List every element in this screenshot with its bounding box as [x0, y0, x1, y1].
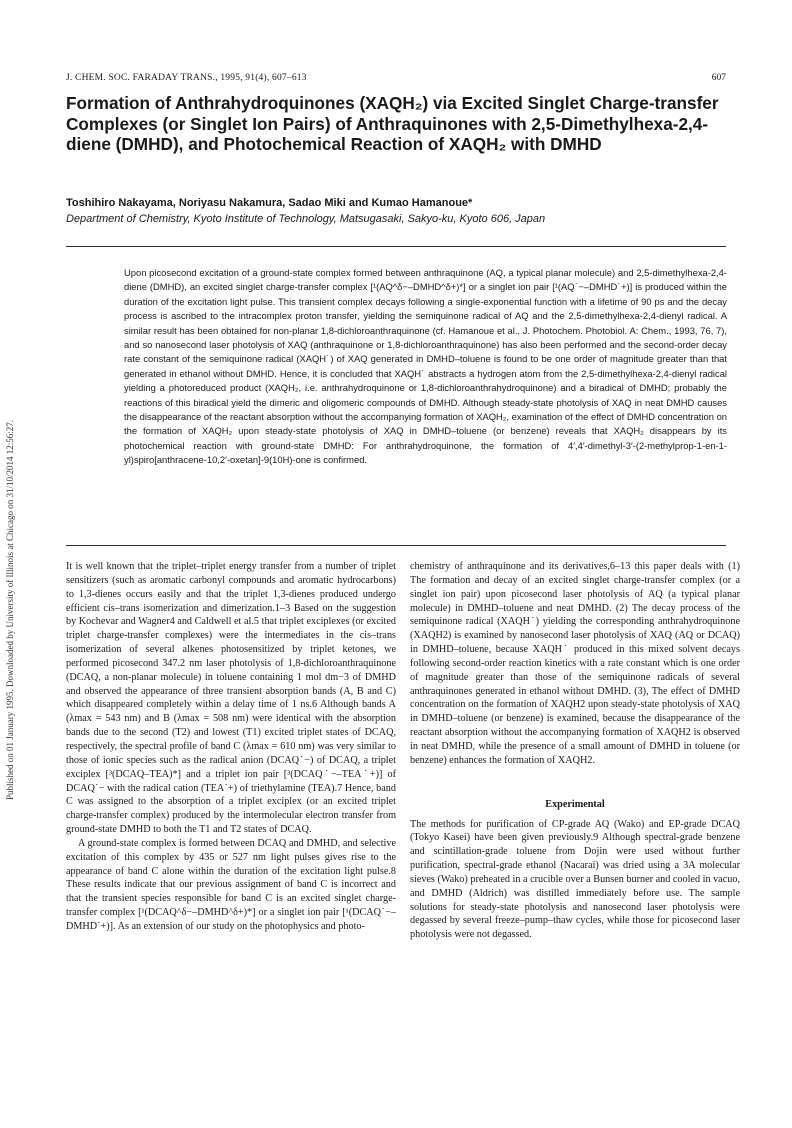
- right-column: [410, 560, 740, 942]
- left-column: [66, 560, 396, 934]
- article-title: Formation of Anthrahydroquinones (XAQH₂) via Excited Singlet Charge-transfer Complexes (or Singlet Ion Pairs) of Anthraquinones with 2,5-Dimethylhexa-2,4-diene (DMHD), and Photochemical Reaction of XAQH₂ with DMHD: [66, 93, 719, 154]
- top-divider: [66, 246, 726, 247]
- intro-paragraph-3: chemistry of anthraquinone and its derivatives,6–13 this paper deals with (1) The formation and decay of an excited singlet charge-transfer complex (or a singlet ion pair) upon picosecond laser photolysis of AQ (a typical planar molecule) in DMHD–toluene and neat DMHD. (2) The decay process of the semiquinone radical (XAQH˙) yielding the corresponding anthrahydroquinone (XAQH2) is examined by nanosecond laser photolysis of XAQ (AQ or DCAQ) in DMHD–toluene, because XAQH˙ produced in this mixed solvent decays following second-order reaction kinetics with a rate constant which is one order of magnitude greater than those of the semiquinone radicals of several anthraquinones generated in ethanol without DMHD. (3), The effect of DMHD concentration on the formation of XAQH2 upon steady-state photolysis of XAQ in DMHD–toluene (or benzene) is examined, because the disappearance of the reactant absorption without the accompanying formation of XAQH2 is observed in neat DMHD, while the presence of a small amount of DMHD in toluene (or benzene) enhances the formation of XAQH2.: [410, 561, 740, 766]
- intro-paragraph-2: A ground-state complex is formed between DCAQ and DMHD, and selective excitation of this complex by 435 or 527 nm light pulses gives rise to the appearance of band C alone within the duration of the excitation light pulse.8 These results indicate that our previous assignment of band C is incorrect and that the transient species responsible for band C is an excited singlet charge-transfer complex [¹(DCAQ^δ−–DMHD^δ+)*] or a singlet ion pair [¹(DCAQ˙−–DMHD˙+)]. As an extension of our study on the photophysics and photo-: [66, 837, 396, 932]
- page-number: 607: [711, 73, 726, 83]
- abstract-divider: [66, 545, 726, 546]
- section-heading-experimental: Experimental: [545, 798, 605, 810]
- abstract: Upon picosecond excitation of a ground-state complex formed between anthraquinone (AQ, a typical planar molecule) and 2,5-dimethylhexa-2,4-diene (DMHD), an excited singlet charge-transfer complex [¹(AQ^δ−–DMHD^δ+)*] or a singlet ion pair [¹(AQ˙−–DMHD˙+)] is produced within the duration of the excitation light pulse. This transient complex decays following a single-exponential function with a lifetime of 90 ps and the decay process is ascribed to the intracomplex proton transfer, yielding the semiquinone radical of AQ and the 2,5-dimethylhexa-2,4-dienyl radical. A similar result has been obtained for non-planar 1,8-dichloroanthraquinone (cf. Hamanoue et al., J. Photochem. Photobiol. A: Chem., 1993, 76, 7), and so nanosecond laser photolysis of XAQ (anthraquinone or 1,8-dichloroanthraquinone) has also been performed and the second-order decay rate constant of the semiquinone radical (XAQH˙) of XAQ generated in DMHD–toluene is found to be one order of magnitude greater than that generated in ethanol without DMHD. Hence, it is concluded that XAQH˙ abstracts a hydrogen atom from the 2,5-dimethylhexa-2,4-dienyl radical yielding a photoreduced product (XAQH₂, i.e. anthrahydroquinone or 1,8-dichloroanthrahydroquinone) and a biradical of DMHD; probably the reactions of this biradical yield the dimeric and oligomeric compounds of DMHD. Although steady-state photolysis of XAQ in neat DMHD causes the disappearance of the reactant absorption without the accompanying formation of XAQH₂, examination of the effect of DMHD concentration on the formation of XAQH₂ upon steady-state photolysis of XAQ in DMHD–toluene (or benzene) reveals that XAQH₂ disappears by its photochemical reaction with ground-state DMHD: For anthrahydroquinone, the formation of 4′,4′-dimethyl-3′-(2-methylprop-1-en-1- yl)spiro[anthracene-10,2′-oxetan]-9(10H)-one is confirmed.: [124, 267, 727, 466]
- download-watermark-text: Published on 01 January 1995. Downloaded by University of Illinois at Chicago on 31/10/2014 12:56:27.: [5, 420, 15, 800]
- affiliation: Department of Chemistry, Kyoto Institute of Technology, Matsugasaki, Sakyo-ku, Kyoto 606, Japan: [66, 213, 546, 225]
- experimental-paragraph: The methods for purification of CP-grade AQ (Wako) and EP-grade DCAQ (Tokyo Kasei) have been given previously.9 Although spectral-grade benzene and scintillation-grade toluene from Dojin were used without further purification, spectral-grade ethanol (Nacarai) was dried using a 3A molecular sieves (Wako) preheated in a crucible over a Bunsen burner and cooled in vacuo, and DMHD (Aldrich) was distilled immediately before use. The sample solutions for steady-state photolysis and nanosecond laser photolysis were degassed by several freeze–pump–thaw cycles, while those for picosecond laser photolysis were not degassed.: [410, 818, 740, 941]
- intro-paragraph-1: It is well known that the triplet–triplet energy transfer from a number of triplet sensitizers (such as aromatic carbonyl compounds and aromatic hydrocarbons) to 1,3-dienes occurs easily and that the triplet 1,3-dienes produced undergo efficient cis–trans isomerization and dimerization.1–3 Based on the suggestion by Kochevar and Wagner4 and Caldwell et al.5 that triplet exciplexes (or excited triplet charge-transfer complexes) were the intermediates in the cis–trans isomerization of several alkenes photosensitized by triplet ketones, we performed picosecond 347.2 nm laser photolysis of 1,8-dichloroanthraquinone (DCAQ, a non-planar molecule) in toluene containing 1 mol dm−3 of DMHD and observed the appearance of three transient absorption bands (A, B and C) which disappeared completely within a delay time of 1 ns.6 Although bands A (λmax = 543 nm) and B (λmax = 508 nm) were identical with the absorption bands due to the second (T2) and lowest (T1) excited triplet states of DCAQ, respectively, the spectral profile of band C (λmax = 610 nm) was very similar to those of ionic species such as the radical anion (DCAQ˙−) of DCAQ, a triplet exciplex [³(DCAQ–TEA)*] and a triplet ion pair [³(DCAQ˙−–TEA˙+)] of DCAQ˙− with the radical cation (TEA˙+) of triethylamine (TEA).7 Hence, band C was assigned to the absorption of a triplet exciplex (or an excited triplet charge-transfer complex) produced by the intermolecular electron transfer from ground-state DMHD to both the T1 and T2 states of DCAQ.: [66, 561, 396, 836]
- author-list: Toshihiro Nakayama, Noriyasu Nakamura, Sadao Miki and Kumao Hamanoue*: [66, 197, 473, 209]
- journal-citation: J. CHEM. SOC. FARADAY TRANS., 1995, 91(4), 607–613: [66, 73, 307, 83]
- download-watermark: [3, 240, 19, 980]
